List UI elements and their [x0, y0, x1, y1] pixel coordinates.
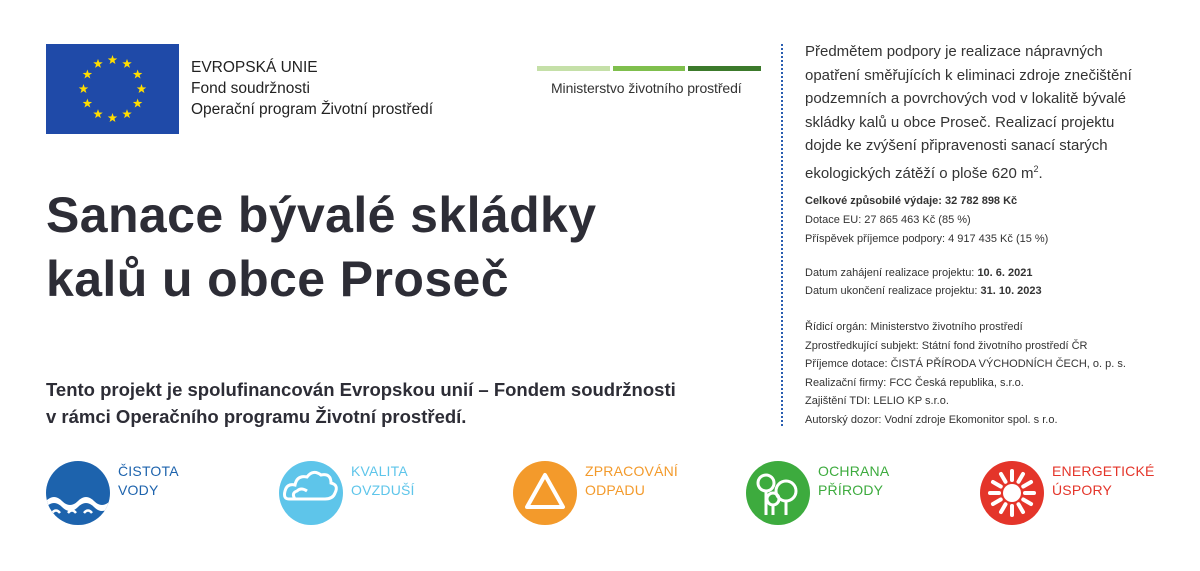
category-label: [1052, 462, 1155, 500]
category-label: [585, 462, 678, 500]
area-superscript: 2: [1033, 163, 1039, 174]
ministry-logo-bars: [537, 66, 761, 71]
eu-line-1: EVROPSKÁ UNIE: [191, 59, 318, 76]
description-line-text: ekologických zátěží o ploše 620 m: [805, 164, 1034, 182]
eu-line-2: Fond soudržnosti: [191, 80, 310, 97]
category-line-1: ZPRACOVÁNÍ: [585, 463, 679, 479]
category-line-1: OCHRANA: [818, 463, 890, 479]
project-title: [46, 183, 596, 311]
total-costs-value: 32 782 898 Kč: [945, 195, 1018, 207]
category-line-2: ODPADU: [585, 482, 646, 498]
sun-ray: [1023, 482, 1031, 487]
own-contribution: Příspěvek příjemce podpory: 4 917 435 Kč (15 %): [805, 233, 1049, 245]
eu-line-3: Operační program Životní prostředí: [191, 101, 434, 118]
end-date-value: 31. 10. 2023: [980, 285, 1042, 297]
category-label: [118, 462, 179, 500]
water-icon: [46, 461, 110, 525]
sun-ray: [1023, 500, 1031, 505]
ministry-name: Ministerstvo životního prostředí: [551, 80, 742, 96]
category-line-1: ČISTOTA: [118, 463, 179, 479]
description-line: dojde ke zvýšení připravenosti sanací starých: [805, 137, 1108, 154]
eu-star: [83, 99, 93, 108]
eu-star: [108, 113, 118, 122]
eu-star: [79, 84, 89, 93]
start-date: [805, 264, 1185, 282]
organisation-item: Řídicí orgán: Ministerstvo životního prostředí: [805, 321, 1023, 333]
start-date-label: Datum zahájení realizace projektu:: [805, 267, 978, 279]
eu-program-text: [191, 57, 433, 120]
description-line: podzemních a povrchových vod v lokalitě bývalé: [805, 90, 1127, 107]
organisations-list: [805, 318, 1185, 429]
organisation-item: Zprostředkující subjekt: Státní fond životního prostředí ČR: [805, 339, 1088, 352]
project-description: [805, 40, 1185, 185]
sun-ray: [1019, 504, 1024, 512]
cofinancing-statement: [46, 376, 676, 430]
start-date-value: 10. 6. 2021: [977, 267, 1033, 279]
total-costs: [805, 192, 1185, 211]
eu-star: [93, 59, 103, 68]
sun-ray: [993, 500, 1001, 505]
sun-ray: [1001, 474, 1006, 482]
cloud-icon: [279, 461, 343, 525]
title-line-2: kalů u obce Proseč: [46, 251, 509, 307]
total-costs-label: Celkové způsobilé výdaje:: [805, 195, 945, 207]
eu-star: [122, 109, 132, 118]
category-line-1: KVALITA: [351, 463, 408, 479]
sun-ray: [1019, 474, 1024, 482]
project-dates: [805, 264, 1185, 300]
sun-ray: [993, 482, 1001, 487]
eu-star: [108, 55, 118, 64]
category-line-2: PŘÍRODY: [818, 482, 884, 498]
description-end: .: [1038, 164, 1043, 182]
sun-ray: [1001, 504, 1006, 512]
eu-star: [93, 109, 103, 118]
sun-icon: [980, 461, 1044, 525]
eu-star: [83, 70, 93, 79]
eu-flag-icon: [46, 44, 179, 134]
organisation-item: Realizační firmy: FCC Česká republika, s.r.o.: [805, 376, 1024, 389]
category-line-2: ÚSPORY: [1052, 482, 1113, 498]
category-label: [351, 462, 415, 500]
eu-star: [137, 84, 147, 93]
end-date-label: Datum ukončení realizace projektu:: [805, 285, 981, 297]
ministry-bar-2: [613, 66, 686, 71]
cofinancing-line-2: v rámci Operačního programu Životní prostředí.: [46, 406, 467, 427]
dotted-divider: [781, 44, 783, 426]
description-line: Předmětem podpory je realizace nápravných: [805, 43, 1103, 60]
finance-info: [805, 192, 1185, 249]
description-line: opatření směřujících k eliminaci zdroje znečištění: [805, 66, 1132, 84]
eu-star: [122, 59, 132, 68]
organisation-item: Příjemce dotace: ČISTÁ PŘÍRODA VÝCHODNÍCH ČECH, o. p. s.: [805, 358, 1126, 370]
recycle-triangle-icon: [513, 461, 577, 525]
organisation-item: Zajištění TDI: LELIO KP s.r.o.: [805, 395, 949, 407]
category-line-2: VODY: [118, 482, 159, 498]
end-date: [805, 282, 1185, 300]
category-line-2: OVZDUŠÍ: [351, 482, 415, 498]
title-line-1: Sanace bývalé skládky: [46, 187, 597, 243]
ministry-bar-1: [537, 66, 610, 71]
eu-star: [133, 70, 143, 79]
category-line-1: ENERGETICKÉ: [1052, 463, 1155, 479]
trees-icon: [746, 461, 810, 525]
cofinancing-line-1: Tento projekt je spolufinancován Evropskou unií – Fondem soudržnosti: [46, 379, 676, 400]
organisation-item: Autorský dozor: Vodní zdroje Ekomonitor spol. s r.o.: [805, 413, 1058, 426]
eu-star: [133, 99, 143, 108]
ministry-bar-3: [688, 66, 761, 71]
eu-grant: Dotace EU: 27 865 463 Kč (85 %): [805, 214, 971, 226]
description-line-last: [805, 158, 1185, 186]
description-line: skládky kalů u obce Proseč. Realizací projektu: [805, 113, 1115, 131]
category-label: [818, 462, 889, 500]
